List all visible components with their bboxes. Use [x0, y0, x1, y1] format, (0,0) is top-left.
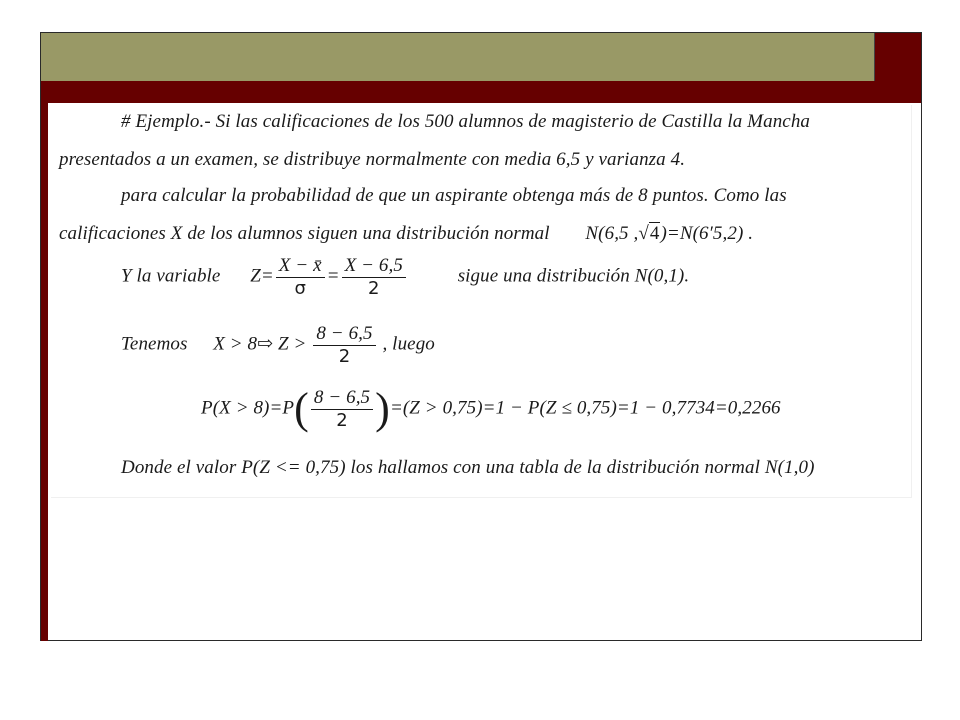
line6-suffix: , luego: [382, 333, 435, 355]
example-line-8: Donde el valor P(Z <= 0,75) los hallamos con una tabla de la distribución normal N(1,0): [121, 457, 815, 478]
fraction-threshold: [313, 323, 375, 367]
line6-expr: X > 8⇨ Z >: [213, 333, 307, 355]
line6-prefix: Tenemos: [121, 333, 188, 355]
left-paren: (: [294, 384, 309, 433]
example-line-4: [59, 223, 753, 245]
fraction-probability: [311, 387, 373, 431]
fraction-numerator: 8 − 6,5: [313, 323, 375, 346]
example-line-5: [121, 255, 689, 299]
sqrt-symbol: √4: [638, 223, 660, 244]
fraction-standardization: [276, 255, 325, 299]
fraction-numerator: 8 − 6,5: [311, 387, 373, 410]
probability-lhs: P(X > 8)=P: [201, 397, 295, 419]
fraction-denominator: 2: [336, 410, 348, 431]
right-paren: ): [375, 384, 390, 433]
line5-prefix: Y la variable: [121, 265, 221, 287]
line5-z: Z=: [250, 265, 274, 287]
normal-distribution-formula-b: )=N(6′5,2) .: [660, 223, 754, 244]
example-line-1: # Ejemplo.- Si las calificaciones de los 500 alumnos de magisterio de Castilla la Mancha: [121, 111, 811, 132]
fraction-numerator: X − 6,5: [342, 255, 406, 278]
example-line-2: presentados a un examen, se distribuye normalmente con media 6,5 y varianza 4.: [59, 149, 686, 170]
example-line-3: para calcular la probabilidad de que un aspirante obtenga más de 8 puntos. Como las: [121, 185, 787, 206]
normal-distribution-formula-a: N(6,5 ,: [585, 223, 639, 244]
fraction-numerator: X − x̄: [276, 255, 325, 278]
left-stripe: [41, 103, 48, 641]
corner-block: [875, 33, 921, 103]
accent-band: [41, 81, 875, 103]
example-line-7: [201, 384, 781, 433]
example-line-6: [121, 323, 435, 367]
fraction-denominator: 2: [338, 346, 351, 367]
example-content: [51, 105, 912, 498]
slide-frame: [40, 32, 922, 641]
fraction-denominator: σ: [294, 278, 306, 299]
fraction-substituted: [342, 255, 406, 299]
title-bar: [41, 33, 875, 81]
line5-suffix: sigue una distribución N(0,1).: [457, 265, 690, 287]
probability-rhs: =(Z > 0,75)=1 − P(Z ≤ 0,75)=1 − 0,7734=0,2266: [389, 397, 781, 419]
line5-eq: =: [326, 265, 340, 287]
fraction-denominator: 2: [367, 278, 380, 299]
sqrt-value: 4: [649, 223, 660, 244]
line4-text: calificaciones X de los alumnos siguen una distribución normal: [59, 223, 550, 244]
